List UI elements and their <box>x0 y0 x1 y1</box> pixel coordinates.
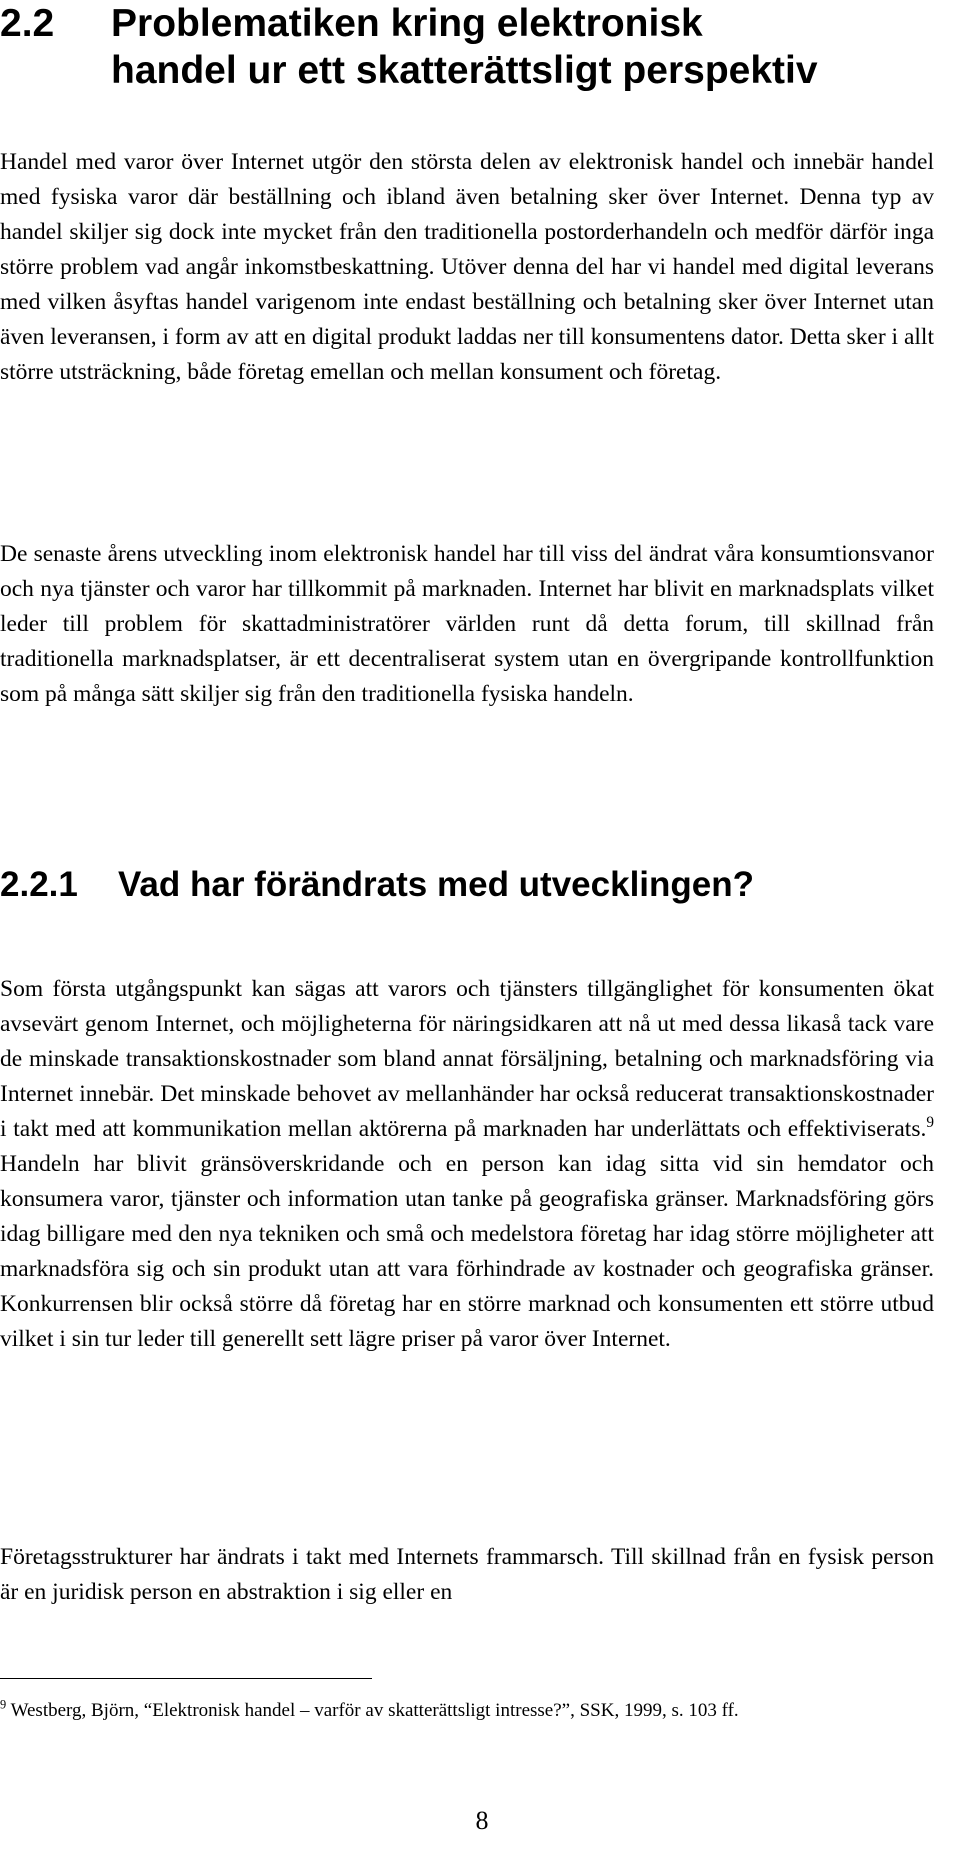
paragraph-3-before-note: Som första utgångspunkt kan sägas att varors och tjänsters tillgänglighet för konsumenten ökat avsevärt genom Internet, och möjligheterna för näringsidkaren att nå ut med dessa likaså tack vare de minskade transaktionskostnader som bland annat försäljning, betalning och marknadsföring via Internet innebär. Det minskade behovet av mellanhänder har också reducerat transaktionskostnader i takt med att kommunikation mellan aktörerna på marknaden har underlättats och effektiviserats. <box>0 976 934 1142</box>
footnote-text: Westberg, Björn, “Elektronisk handel – varför av skatterättsligt intresse?”, SSK, 1999, s. 103 ff. <box>6 1700 739 1721</box>
subsection-title: Vad har förändrats med utvecklingen? <box>118 865 754 904</box>
footnote-reference[interactable]: 9 <box>926 1113 934 1131</box>
page-number-text: 8 <box>475 1806 489 1835</box>
section-title-line-1: Problematiken kring elektronisk <box>111 2 703 45</box>
footnote-number: 9 <box>0 1697 7 1712</box>
paragraph-4: Företagsstrukturer har ändrats i takt med Internets frammarsch. Till skillnad från en fysisk person är en juridisk person en abstraktion i sig eller en <box>0 1544 934 1605</box>
section-title-line-2: handel ur ett skatterättsligt perspektiv <box>111 49 818 92</box>
page-number <box>0 1806 960 1836</box>
paragraph-1: Handel med varor över Internet utgör den största delen av elektronisk handel och innebär handel med fysiska varor där beställning och ibland även betalning sker över Internet. Denna typ av handel skiljer sig dock inte mycket från den traditionella postorderhandeln och medför därför inga större problem vad angår inkomstbeskattning. Utöver denna del har vi handel med digital leverans med vilken åsyftas handel varigenom inte endast beställning och betalning sker över Internet utan även leveransen, i form av att en digital produkt laddas ner till konsumentens dator. Detta sker i allt större utsträckning, både företag emellan och mellan konsument och företag. <box>0 149 934 385</box>
footnote <box>0 1696 934 1725</box>
paragraph-2: De senaste årens utveckling inom elektronisk handel har till viss del ändrat våra konsumtionsvanor och nya tjänster och varor har tillkommit på marknaden. Internet har blivit en marknadsplats vilket leder till problem för skattadministratörer världen runt då detta forum, till skillnad från traditionella marknadsplatser, är ett decentraliserat system utan en övergripande kontrollfunktion som på många sätt skiljer sig från den traditionella fysiska handeln. <box>0 541 934 707</box>
footnote-separator <box>0 1678 372 1679</box>
section-number: 2.2 <box>0 2 55 45</box>
subsection-heading <box>0 864 754 906</box>
paragraph-3 <box>0 972 934 1357</box>
subsection-number: 2.2.1 <box>0 865 78 904</box>
paragraph-3-after-note: Handeln har blivit gränsöverskridande och en person kan idag sitta vid sin hemdator och konsumera varor, tjänster och information utan tanke på geografiska gränser. Marknadsföring görs idag billigare med den nya tekniken och små och medelstora företag har idag större möjligheter att marknadsföra sig och sin produkt utan att vara förhindrade av kostnader och geografiska gränser. Konkurrensen blir också större då företag har en större marknad och konsumenten ett större utbud vilket i sin tur leder till generellt sett lägre priser på varor över Internet. <box>0 1151 934 1352</box>
